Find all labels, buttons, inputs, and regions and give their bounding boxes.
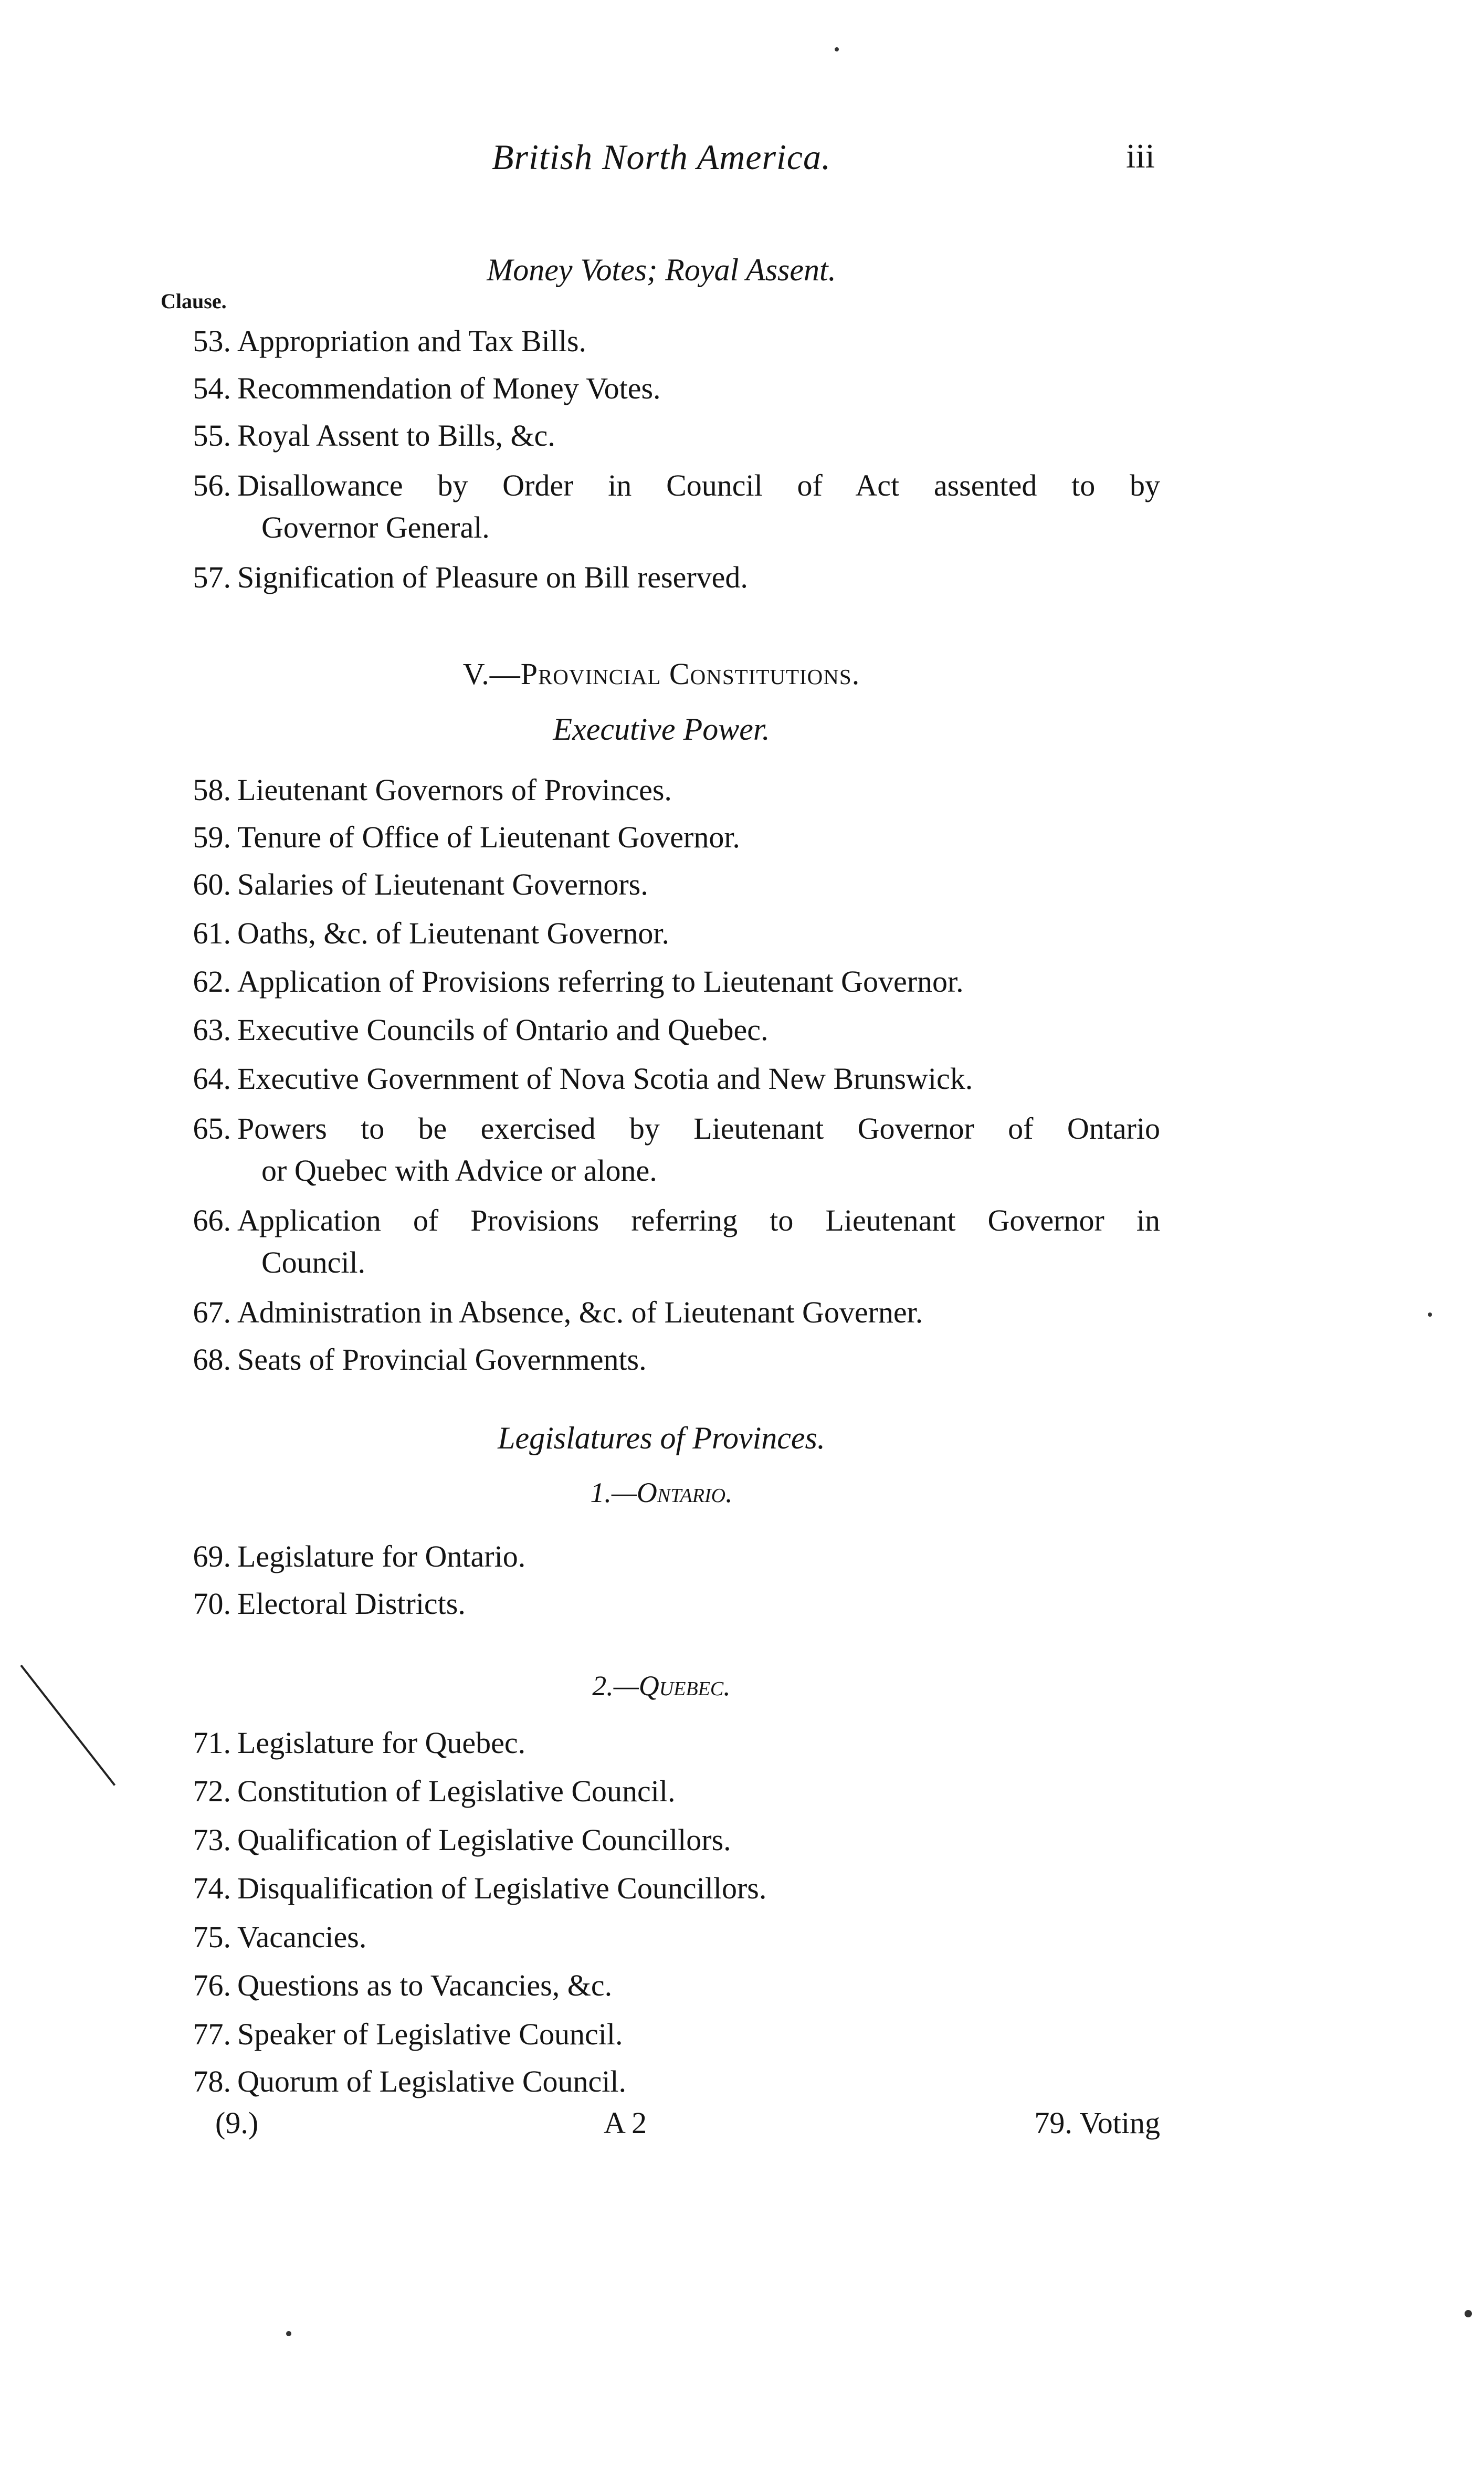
ink-speck: [1465, 2310, 1472, 2317]
clause-number: 76.: [193, 1968, 231, 2002]
clause-number: 62.: [193, 964, 231, 999]
clause-number: 78.: [193, 2064, 231, 2098]
clause-number: 66.: [193, 1203, 231, 1237]
clause-number: 57.: [193, 560, 231, 594]
section-heading-legislatures: Legislatures of Provinces.: [498, 1421, 825, 1455]
clause-title: Speaker of Legislative Council.: [237, 2017, 623, 2051]
clause-number: 59.: [193, 820, 231, 854]
signature-mark: A 2: [604, 2106, 647, 2140]
clause-title: Quorum of Legislative Council.: [237, 2064, 626, 2098]
ink-speck: [286, 2331, 291, 2336]
clause-number: 60.: [193, 867, 231, 901]
clause-number: 71.: [193, 1726, 231, 1760]
running-title: British North America.: [492, 137, 831, 177]
clause-number: 73.: [193, 1823, 231, 1857]
clause-title: Seats of Provincial Governments.: [237, 1342, 647, 1377]
clause-title: Royal Assent to Bills, &c.: [237, 418, 555, 453]
section-heading-executive-power: Executive Power.: [553, 712, 770, 747]
clause-number: 74.: [193, 1871, 231, 1905]
margin-stroke: [20, 1665, 115, 1786]
subheading-quebec: 2.—Quebec.: [592, 1670, 731, 1702]
clause-title: Electoral Districts.: [237, 1587, 466, 1621]
clause-title: Application of Provisions referring to Lieutenant Governor in: [237, 1203, 1160, 1237]
ink-speck: [1428, 1312, 1432, 1317]
clause-title: Disallowance by Order in Council of Act assented to by: [237, 468, 1160, 502]
clause-number: 77.: [193, 2017, 231, 2051]
clause-number: 69.: [193, 1539, 231, 1573]
clause-title: Oaths, &c. of Lieutenant Governor.: [237, 916, 670, 950]
page-footer: [168, 2105, 1160, 2147]
clause-number: 68.: [193, 1342, 231, 1377]
clause-number: 64.: [193, 1062, 231, 1096]
clause-title: Executive Government of Nova Scotia and New Brunswick.: [237, 1062, 973, 1096]
clause-number: 54.: [193, 371, 231, 405]
clause-title-continuation: Governor General.: [261, 510, 490, 544]
subheading-ontario: 1.—Ontario.: [590, 1477, 733, 1508]
part-heading-provincial-constitutions: V.—Provincial Constitutions.: [462, 657, 860, 691]
clause-number: 72.: [193, 1774, 231, 1808]
clause-title: Powers to be exercised by Lieutenant Governor of Ontario: [237, 1111, 1160, 1146]
clause-title-continuation: Council.: [261, 1245, 366, 1279]
clause-title: Administration in Absence, &c. of Lieutenant Governer.: [237, 1295, 923, 1329]
clause-number: 67.: [193, 1295, 231, 1329]
clause-number: 65.: [193, 1111, 231, 1146]
clause-number: 58.: [193, 773, 231, 807]
ink-speck: [835, 47, 839, 51]
clause-title: Lieutenant Governors of Provinces.: [237, 773, 672, 807]
clause-title: Salaries of Lieutenant Governors.: [237, 867, 648, 901]
page-number: iii: [1125, 137, 1155, 175]
clause-title: Signification of Pleasure on Bill reserved.: [237, 560, 748, 594]
sheet-number: (9.): [215, 2106, 259, 2140]
clause-title: Tenure of Office of Lieutenant Governor.: [237, 820, 740, 854]
clause-title: Legislature for Quebec.: [237, 1726, 526, 1760]
section-heading-money-votes: Money Votes; Royal Assent.: [487, 253, 836, 287]
clause-title: Qualification of Legislative Councillors.: [237, 1823, 731, 1857]
clause-label: Clause.: [161, 289, 227, 313]
clause-number: 55.: [193, 418, 231, 453]
clause-number: 63.: [193, 1013, 231, 1047]
clause-title: Appropriation and Tax Bills.: [237, 324, 587, 358]
clause-number: 56.: [193, 468, 231, 502]
catchword: 79. Voting: [1034, 2106, 1160, 2140]
running-head: [168, 136, 1155, 184]
clause-number: 53.: [193, 324, 231, 358]
clause-title: Executive Councils of Ontario and Quebec.: [237, 1013, 769, 1047]
clause-title: Vacancies.: [237, 1920, 367, 1954]
clause-title: Legislature for Ontario.: [237, 1539, 526, 1573]
clause-number: 75.: [193, 1920, 231, 1954]
clause-title: Application of Provisions referring to Lieutenant Governor.: [237, 964, 964, 999]
clause-title-continuation: or Quebec with Advice or alone.: [261, 1153, 657, 1188]
clause-title: Disqualification of Legislative Councillors.: [237, 1871, 767, 1905]
clause-title: Constitution of Legislative Council.: [237, 1774, 676, 1808]
clause-number: 61.: [193, 916, 231, 950]
clause-title: Recommendation of Money Votes.: [237, 371, 661, 405]
clause-number: 70.: [193, 1587, 231, 1621]
clause-title: Questions as to Vacancies, &c.: [237, 1968, 613, 2002]
